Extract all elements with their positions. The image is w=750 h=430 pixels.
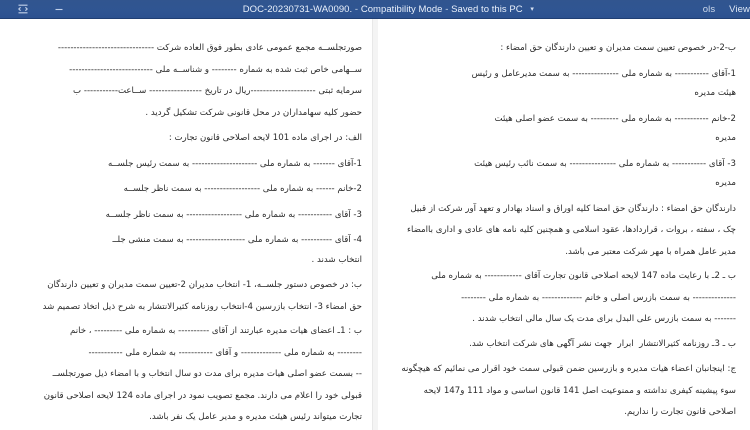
document-page-right[interactable] (378, 19, 750, 430)
menu-tools-clipped[interactable]: ols (702, 3, 716, 15)
paragraph: ب : 1ـ اعضای هیات مدیره عبارتند از آقای ---------- به شماره ملی --------- ، خانم (70, 326, 362, 336)
paragraph: انتخاب شدند . (311, 254, 362, 265)
paragraph: حضور کلیه سهامداران در محل قانونی شرکت تشکیل گردید . (145, 107, 362, 118)
document-title[interactable] (243, 4, 534, 15)
paragraph: ب: در خصوص دستور جلســه، 1- انتخاب مدیران 2-تعیین سمت مدیران و تعیین دارندگان (47, 280, 362, 290)
paragraph: 3- آقای ----------- به شماره ملی ------------------ به سمت ناظر جلســه (105, 209, 362, 220)
paragraph: قبولی خود را اعلام می دارند. مجمع تصویب نمود در اجرای ماده 124 لایحه اصلاحی قانون (43, 390, 362, 401)
paragraph: -------------- به سمت بازرس اصلی و خانم ------------- به شماره ملی -------- (461, 292, 736, 303)
paragraph: 1-آقای ----------- به شماره ملی --------------- به سمت مدیرعامل و رئیس (471, 68, 736, 79)
minimize-icon[interactable] (52, 2, 66, 16)
paragraph: مدیره (715, 178, 736, 188)
menu-view[interactable]: View (729, 3, 750, 15)
paragraph: -- بسمت عضو اصلی هیات مدیره برای مدت دو سال انتخاب و با امضاء ذیل صورتجلســ (52, 369, 362, 379)
paragraph: سرمایه ثبتی ---------------------ریال در تاریخ ----------------- ســاعت----------- ب (73, 86, 362, 96)
paragraph: مدیر عامل همراه با مهر شرکت معتبر می باشد. (565, 246, 736, 257)
document-page-left[interactable] (0, 19, 372, 430)
document-canvas[interactable] (0, 19, 750, 430)
compatibility-mode-label: Compatibility Mode (360, 3, 443, 15)
paragraph: هیئت مدیره (694, 88, 736, 98)
paragraph: حق امضاء 3- انتخاب بازرسین 4-انتخاب روزنامه کثیرالانتشار به شرح ذیل اتخاذ تصمیم شد (42, 301, 362, 312)
save-state-label: Saved to this PC (451, 3, 523, 15)
title-separator-1: - (354, 3, 359, 15)
paragraph: -------- به شماره ملی ------------- و آقای ----------- به شماره ملی ----------- (88, 347, 362, 358)
paragraph: اصلاحی قانون تجارت را نداریم. (624, 407, 736, 417)
paragraph: مدیره (715, 133, 736, 143)
page-left-text-block (14, 41, 362, 426)
paragraph: 2-خانم ----------- به شماره ملی --------- به سمت عضو اصلی هیئت (494, 113, 736, 124)
paragraph: ب-2-در خصوص تعیین سمت مدیران و تعیین دارندگان حق امضاء : (500, 43, 736, 53)
paragraph: 3- آقای ----------- به شماره ملی --------------- به سمت نائب رئیس هیئت (474, 158, 736, 169)
paragraph: ســهامی خاص ثبت شده به شماره -------- و شناســه ملی --------------------------- (69, 64, 362, 75)
chevron-down-icon[interactable]: ▾ (530, 5, 534, 13)
paragraph: 4- آقای ---------- به شماره ملی ------------------- به سمت منشی جلــ (112, 235, 362, 245)
document-file-name: DOC-20230731-WA0090. (242, 3, 353, 15)
page-right-text-block (390, 41, 736, 421)
title-bar-menu-group (693, 4, 750, 15)
paragraph: 2-خانم ------ به شماره ملی ------------------ به سمت ناظر جلســه (123, 184, 362, 194)
paragraph: ------- به سمت بازرس علی البدل برای مدت یک سال مالی انتخاب شدند . (472, 314, 736, 324)
title-separator-2: - (445, 3, 449, 15)
window-controls (0, 2, 84, 16)
paragraph: ب ـ 2ـ با رعایت ماده 147 لایحه اصلاحی قانون تجارت آقای ------------ به شماره ملی (431, 271, 736, 281)
window-title-bar (0, 0, 750, 19)
title-bar-center (84, 4, 693, 15)
paragraph: الف: در اجرای ماده 101 لایحه اصلاحی قانون تجارت : (168, 133, 362, 143)
paragraph: تجارت میتواند رئیس هیئت مدیره و مدیر عامل یک نفر باشد. (149, 412, 362, 422)
paragraph: صورتجلســه مجمع عمومی عادی بطور فوق العاده شرکت ------------------------------- (57, 43, 362, 53)
paragraph: سوء پیشینه کیفری نداشته و ممنوعیت اصل 141 قانون اساسی و مواد 111 و147 لایحه (423, 385, 736, 396)
paragraph: دارندگان حق امضاء : دارندگان حق امضا کلیه اوراق و اسناد بهادار و تعهد آور شرکت از قبیل (410, 203, 736, 214)
paragraph: چک ، سفته ، بروات ، قراردادها، عقود اسلامی و همچنین کلیه نامه های عادی و اداری باامضاء (406, 225, 736, 235)
paragraph: 1-آقای ------- به شماره ملی --------------------- به سمت رئیس جلســه (107, 158, 362, 169)
ribbon-display-options-icon[interactable] (16, 2, 30, 16)
paragraph: ب ـ 3ـ روزنامه کثیرالانتشار ابرار جهت نشر آگهی های شرکت انتخاب شد. (469, 338, 736, 349)
paragraph: ج: اینجانبان اعضاء هیات مدیره و بازرسین ضمن قبولی سمت خود اقرار می نمائیم که هیچگونه (401, 364, 736, 374)
